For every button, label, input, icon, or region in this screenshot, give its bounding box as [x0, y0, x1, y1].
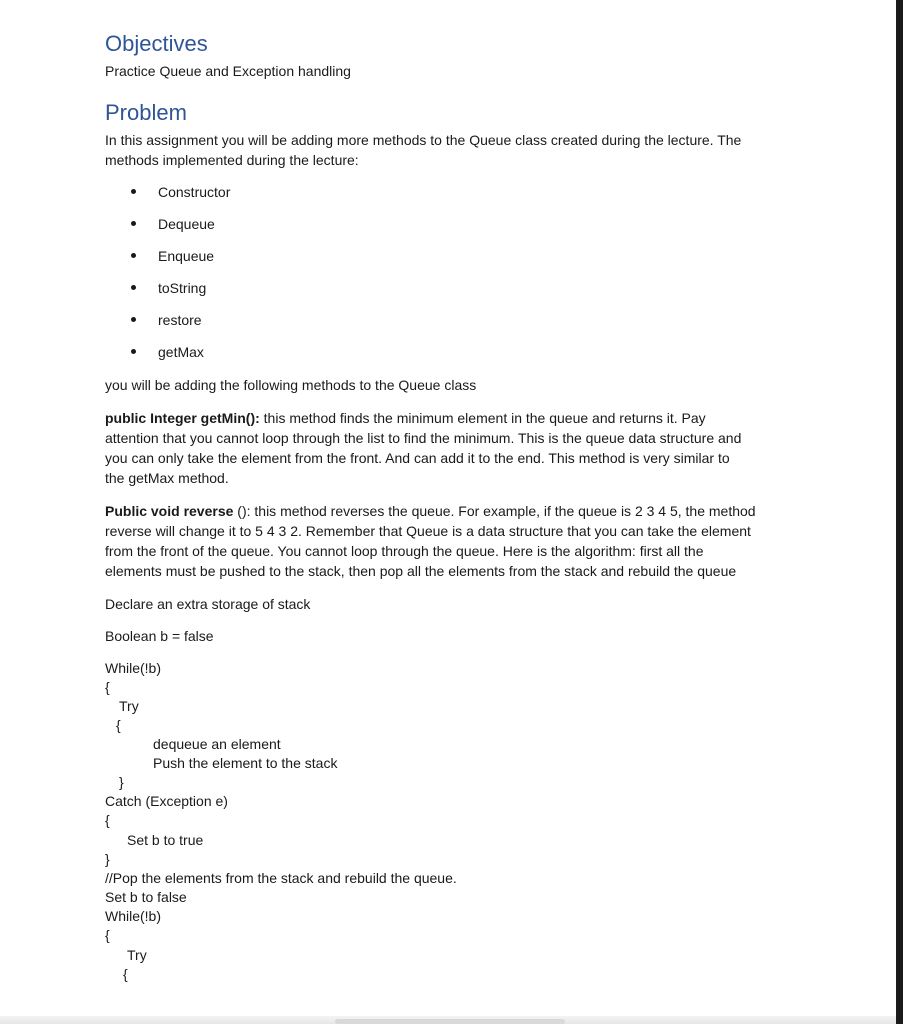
problem-heading: Problem: [105, 100, 187, 125]
reverse-line4: elements must be pushed to the stack, then pop all the elements from the stack and rebuild the queue: [105, 563, 737, 579]
reverse-signature: Public void reverse: [105, 503, 234, 519]
reverse-line1: Public void reverse (): this method reverses the queue. For example, if the queue is 2 3 4 5, the method: [105, 503, 756, 519]
code-line: Boolean b = false: [105, 628, 214, 644]
list-item: getMax: [158, 344, 204, 360]
list-item: restore: [158, 312, 202, 328]
getmin-signature: public Integer getMin():: [105, 410, 260, 426]
window-edge: [896, 0, 903, 1024]
bullet-icon: [131, 253, 136, 258]
list-item: Enqueue: [158, 248, 215, 264]
code-line: Catch (Exception e): [105, 793, 228, 809]
code-line: }: [119, 774, 124, 790]
list-item: toString: [158, 280, 207, 296]
code-line: Push the element to the stack: [153, 755, 338, 771]
code-line: While(!b): [105, 908, 162, 924]
code-line: {: [105, 927, 110, 943]
code-line: }: [105, 851, 110, 867]
code-line: {: [116, 717, 121, 733]
reverse-line3: from the front of the queue. You cannot loop through the queue. Here is the algorithm: first all the: [105, 543, 704, 559]
getmin-line1: public Integer getMin(): this method finds the minimum element in the queue and returns it. Pay: [105, 410, 706, 426]
code-line: Try: [127, 947, 147, 963]
code-line: //Pop the elements from the stack and rebuild the queue.: [105, 870, 457, 886]
problem-intro-line2: methods implemented during the lecture:: [105, 152, 359, 168]
reverse-line2: reverse will change it to 5 4 3 2. Remember that Queue is a data structure that you can take the element: [105, 523, 751, 539]
adding-methods-text: you will be adding the following methods to the Queue class: [105, 377, 477, 393]
bullet-icon: [131, 317, 136, 322]
list-item: Constructor: [158, 184, 231, 200]
code-line: Try: [119, 698, 139, 714]
objectives-heading: Objectives: [105, 31, 208, 56]
getmin-line2: attention that you cannot loop through the list to find the minimum. This is the queue data structure and: [105, 430, 742, 446]
code-line: {: [105, 812, 110, 828]
getmin-line4: the getMax method.: [105, 470, 229, 486]
code-line: {: [123, 966, 128, 982]
list-item: Dequeue: [158, 216, 215, 232]
code-line: While(!b): [105, 660, 162, 676]
bullet-icon: [131, 189, 136, 194]
bullet-icon: [131, 349, 136, 354]
problem-intro-line1: In this assignment you will be adding more methods to the Queue class created during the lecture. The: [105, 132, 742, 148]
scroll-indicator[interactable]: [335, 1019, 565, 1024]
code-line: Set b to false: [105, 889, 187, 905]
code-line: Set b to true: [127, 832, 204, 848]
getmin-line3: you can only take the element from the front. And can add it to the end. This method is very similar to: [105, 450, 730, 466]
bullet-icon: [131, 221, 136, 226]
code-line: dequeue an element: [153, 736, 281, 752]
bullet-icon: [131, 285, 136, 290]
code-line: {: [105, 679, 110, 695]
objectives-text: Practice Queue and Exception handling: [105, 63, 351, 79]
code-line: Declare an extra storage of stack: [105, 596, 311, 612]
